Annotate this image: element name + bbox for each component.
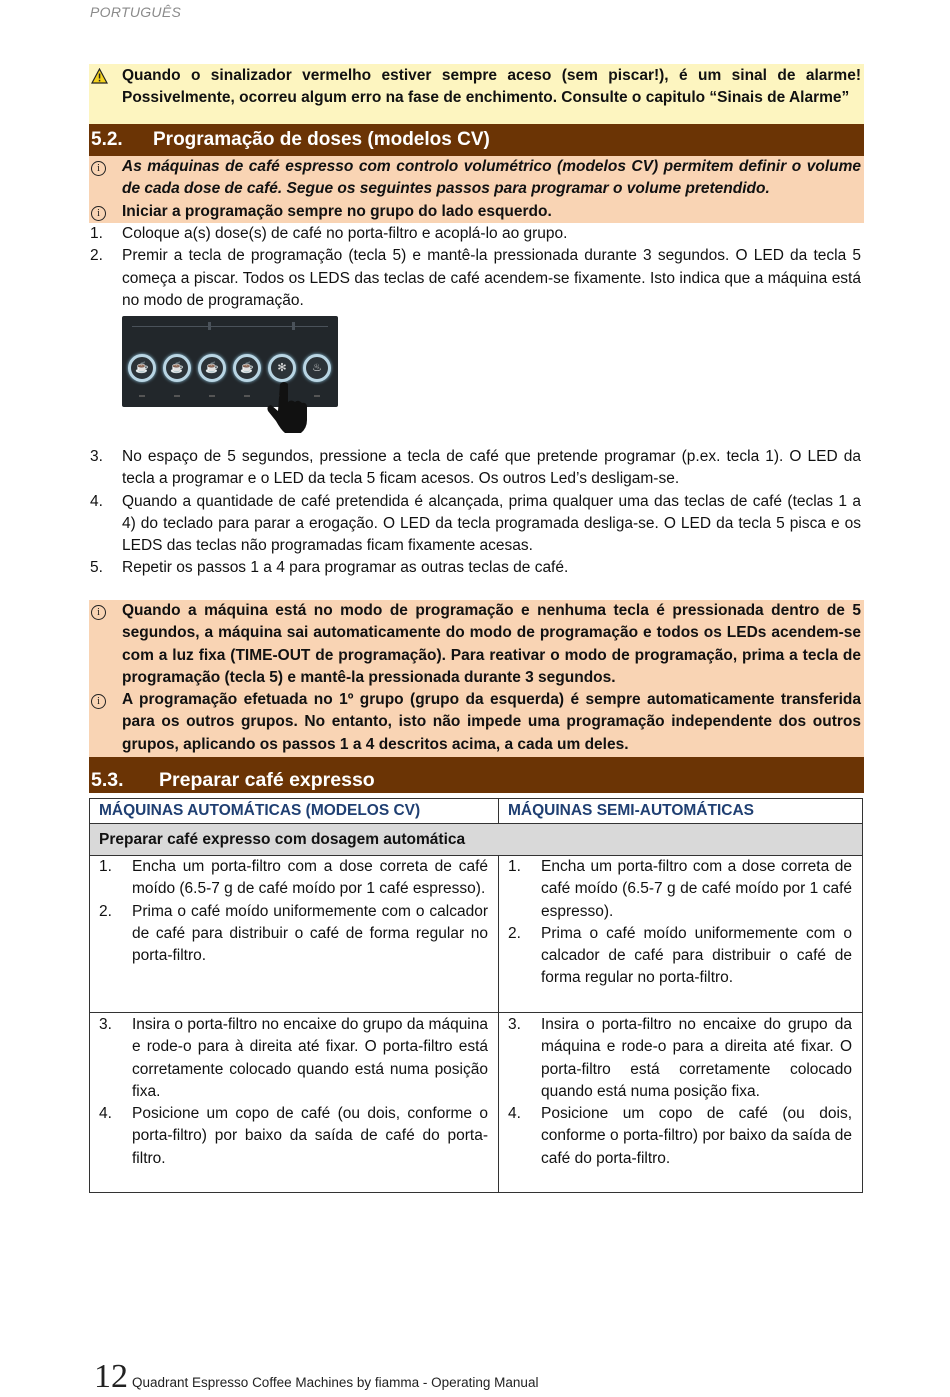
- section-5-3-heading: [89, 757, 864, 793]
- info-note: A programação efetuada no 1º grupo (grupo da esquerda) é sempre automaticamente transferida para os outros grupos. No entanto, isto não impede uma programação independente dos outros grupos, aplicando os passos 1 a 4 descritos acima, a cada um deles.: [122, 691, 861, 753]
- footer-title: Quadrant Espresso Coffee Machines by fiamma - Operating Manual: [132, 1375, 539, 1390]
- list-item: 2. Prima o café moído uniformemente com o calcador de café para distribuir o café de forma regular no porta-filtro.: [90, 901, 498, 968]
- language-header: PORTUGUÊS: [90, 4, 182, 20]
- section-number: 5.2.: [91, 129, 123, 150]
- step-text: Posicione um copo de café (ou dois, conforme o porta-filtro) por baixo da saída de café do porta-filtro.: [132, 1105, 488, 1167]
- section-5-2-heading: [89, 124, 864, 156]
- list-item: 3. Insira o porta-filtro no encaixe do grupo da máquina e rode-o para a direita até fixar. O porta-filtro está corretamente colocado quando está numa posição fixa.: [499, 1014, 862, 1103]
- list-item: 1. Encha um porta-filtro com a dose correta de café moído (6.5-7 g de café moído por 1 café espresso).: [90, 856, 498, 901]
- programming-info-notes: [89, 156, 864, 223]
- page-footer: [94, 1358, 538, 1396]
- info-icon: i: [91, 694, 106, 709]
- table-header-automatic: MÁQUINAS AUTOMÁTICAS (MODELOS CV): [90, 799, 499, 824]
- section-title: Programação de doses (modelos CV): [153, 129, 490, 150]
- info-note: As máquinas de café espresso com controlo volumétrico (modelos CV) permitem definir o volume de cada dose de café. Segue os seguintes passos para programar o volume pretendido.: [122, 158, 861, 198]
- step-number: 5.: [90, 559, 103, 577]
- list-item: [89, 491, 864, 558]
- list-item: [89, 446, 864, 491]
- coffee-key-4-icon: ☕: [233, 354, 261, 382]
- step-number: 4.: [90, 492, 103, 510]
- step-text: Coloque a(s) dose(s) de café no porta-filtro e acoplá-lo ao grupo.: [122, 225, 568, 242]
- timeout-info-notes: [89, 600, 864, 757]
- section-title: Preparar café expresso: [159, 769, 375, 791]
- info-icon: i: [91, 605, 106, 620]
- page-number: 12: [94, 1358, 128, 1395]
- coffee-key-1-icon: ☕: [128, 354, 156, 382]
- list-item: 1. Encha um porta-filtro com a dose correta de café moído (6.5-7 g de café moído por 1 café espresso).: [499, 856, 862, 923]
- step-text: Premir a tecla de programação (tecla 5) e mantê-la pressionada durante 3 segundos. O LED da tecla 5 começa a piscar. Todos os LEDS das teclas de café acendem-se fixamente. Isto indica que a máquina está no modo de programação.: [122, 247, 861, 309]
- steps-list-a: [89, 223, 864, 312]
- table-header-semi-automatic: MÁQUINAS SEMI-AUTOMÁTICAS: [499, 799, 863, 824]
- list-item: [89, 557, 864, 579]
- step-text: Insira o porta-filtro no encaixe do grupo da máquina e rode-o para à direita até fixar. O porta-filtro está corretamente colocado quando está numa posição fixa.: [132, 1016, 488, 1100]
- step-number: 3.: [90, 448, 103, 465]
- info-icon: i: [91, 161, 106, 176]
- coffee-key-3-icon: ☕: [198, 354, 226, 382]
- list-item: 3. Insira o porta-filtro no encaixe do grupo da máquina e rode-o para à direita até fixar. O porta-filtro está corretamente colocado quando está numa posição fixa.: [90, 1014, 498, 1103]
- list-item: [89, 245, 864, 312]
- list-item: [89, 223, 864, 245]
- step-text: Encha um porta-filtro com a dose correta de café moído (6.5-7 g de café moído por 1 café espresso).: [132, 858, 488, 898]
- table-row: [90, 856, 863, 1013]
- step-text: No espaço de 5 segundos, pressione a tecla de café que pretende programar (p.ex. tecla 1). O LED da tecla a programar e o LED da tecla 5 ficam acesos. Os outros Led’s desligam-se.: [122, 448, 861, 488]
- step-number: 1.: [90, 225, 103, 242]
- coffee-key-2-icon: ☕: [163, 354, 191, 382]
- list-item: 2. Prima o café moído uniformemente com o calcador de café para distribuir o café de forma regular no porta-filtro.: [499, 923, 862, 990]
- alarm-note: [89, 64, 864, 125]
- programming-key-5-icon: ✻: [268, 354, 296, 382]
- step-text: Posicione um copo de café (ou dois, conforme o porta-filtro) por baixo da saída de café do porta-filtro.: [541, 1105, 852, 1167]
- steps-list-b: [89, 446, 864, 580]
- step-text: Prima o café moído uniformemente com o calcador de café para distribuir o café de forma regular no porta-filtro.: [132, 902, 488, 965]
- info-icon: i: [91, 206, 106, 221]
- info-note: Quando a máquina está no modo de programação e nenhuma tecla é pressionada dentro de 5 segundos, a máquina sai automaticamente do modo de programação e todos os LEDs acendem-se com a luz fixa (TIME-OUT de programação). Para reativar o modo de programação, prima a tecla de programação (tecla 5) e mantê-la pressionada durante 3 segundos.: [122, 602, 861, 686]
- pointing-hand-icon: [266, 380, 310, 438]
- step-text: Prima o café moído uniformemente com o calcador de café para distribuir o café de forma regular no porta-filtro.: [541, 924, 852, 987]
- step-text: Insira o porta-filtro no encaixe do grupo da máquina e rode-o para a direita até fixar. O porta-filtro está corretamente colocado quando está numa posição fixa.: [541, 1016, 852, 1100]
- step-text: Encha um porta-filtro com a dose correta de café moído (6.5-7 g de café moído por 1 café espresso).: [541, 858, 852, 920]
- step-text: Quando a quantidade de café pretendida é alcançada, prima qualquer uma das teclas de café (teclas 1 a 4) do teclado para parar a erogação. O LED da tecla programada desliga-se. O LED da tecla 5 pisca e os LEDS das teclas não programadas ficam fixamente acesas.: [122, 492, 861, 555]
- alarm-note-text: Quando o sinalizador vermelho estiver sempre aceso (sem piscar!), é um sinal de alarme! Possivelmente, ocorreu algum erro na fase de enchimento. Consulte o capitulo “Sinais de Alarme”: [122, 67, 861, 107]
- list-item: 4. Posicione um copo de café (ou dois, conforme o porta-filtro) por baixo da saída de café do porta-filtro.: [499, 1103, 862, 1170]
- table-subheader: Preparar café expresso com dosagem automática: [90, 824, 863, 856]
- info-note: Iniciar a programação sempre no grupo do lado esquerdo.: [122, 202, 552, 220]
- hot-water-key-icon: ♨: [303, 354, 331, 382]
- list-item: 4. Posicione um copo de café (ou dois, conforme o porta-filtro) por baixo da saída de café do porta-filtro.: [90, 1103, 498, 1170]
- table-row: [90, 1013, 863, 1193]
- section-number: 5.3.: [91, 769, 124, 791]
- step-number: 2.: [90, 247, 103, 265]
- warning-icon: [89, 65, 122, 91]
- step-text: Repetir os passos 1 a 4 para programar as outras teclas de café.: [122, 559, 569, 577]
- preparation-table: [89, 798, 863, 1193]
